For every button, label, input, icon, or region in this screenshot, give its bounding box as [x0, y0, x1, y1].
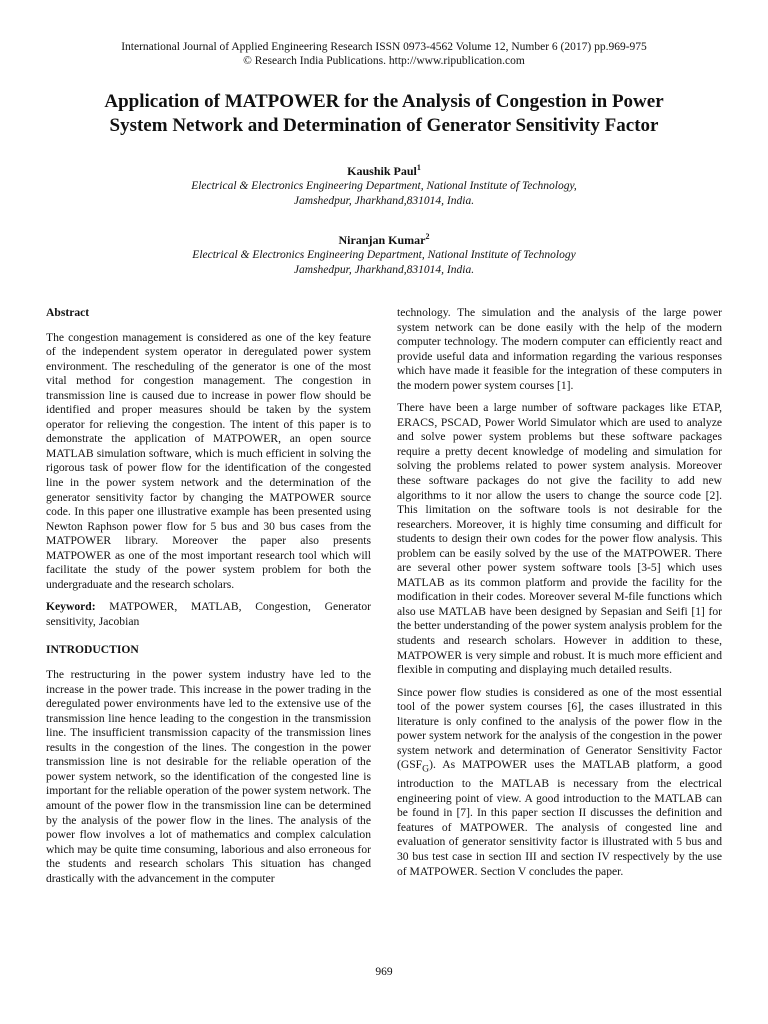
title-line-2: System Network and Determination of Generator Sensitivity Factor	[109, 115, 659, 136]
introduction-paragraph: The restructuring in the power system industry have led to the increase in the power trade. This increase in the power trading in the deregulated power environments have led to the extensive use of the transmission line hence leading to the congestion in the transmission line. The insufficient transmission capacity of the transmission lines results in the congestion of the lines. The congestion in the power transmission line is not desirable for the reliable operation of the power system network, so the identification of the congested line is important for the reliable operation of the power system network. The amount of the power flow in the transmission line can be determined by the analysis of the power flow in the lines. The analysis of the power flow involves a lot of mathematics and complex calculation which may be quite time consuming, laborious and also erroneous for the students and research scholars This situation has changed drastically with the advancement in the computer	[46, 668, 371, 885]
publisher-line: © Research India Publications. http://www.ripublication.com	[243, 55, 525, 67]
journal-header	[0, 40, 768, 68]
keywords	[46, 600, 371, 629]
author-affiliation: Electrical & Electronics Engineering Department, National Institute of Technology	[192, 249, 576, 261]
body-paragraph-2: There have been a large number of software packages like ETAP, ERACS, PSCAD, Power World Simulator which are used to analyze and solve power system problems but these software packages require a pretty decent knowledge of modeling and simulation for solving the problems related to power system analysis. Moreover these software packages do not give the facility to add new algorithms to it nor allow the users to change the source code [2]. This limitation on the software tools is not desirable for the researchers. Moreover, it is highly time consuming and difficult for students to design their own codes for the power flow analysis. This problem can be easily solved by the use of the MATPOWER. There are several other power system software tools [3-5] which uses MATLAB as its common platform and provide the facility for the modification in their codes. Moreover several M-file functions which also use MATLAB have been designed by Sepasian and Seifi [1] for the better understanding of the power system analysis problem for the students and research scholars. However in addition to these, MATPOWER is very simple and robust. It is much more efficient and flexible in computing and displaying much detailed results.	[397, 401, 722, 677]
journal-citation: International Journal of Applied Engineering Research ISSN 0973-4562 Volume 12, Number 6 (2017) pp.969-975	[121, 41, 647, 53]
author-affiliation: Electrical & Electronics Engineering Department, National Institute of Technology,	[191, 180, 577, 192]
author-name: Niranjan Kumar$^2$	[338, 232, 430, 247]
title-line-1: Application of MATPOWER for the Analysis of Congestion in Power	[104, 91, 664, 112]
introduction-heading: INTRODUCTION	[46, 643, 139, 657]
author-block-1	[0, 160, 768, 209]
author-block-2	[0, 229, 768, 278]
left-column	[46, 306, 371, 894]
author-name: Kaushik Paul$^1$	[347, 163, 421, 178]
keywords-text: MATPOWER, MATLAB, Congestion, Generator sensitivity, Jacobian	[46, 600, 371, 628]
abstract-heading: Abstract	[46, 306, 90, 319]
page-number: 969	[375, 966, 393, 978]
body-paragraph-1: technology. The simulation and the analysis of the large power system network can be done easily with the help of the modern computer technology. The modern computer can efficiently react and provide useful data and information regarding the various responses which have made it feasible for the integration of these computers in the modern power system courses [1].	[397, 306, 722, 392]
right-column	[397, 306, 722, 887]
abstract-text: The congestion management is considered as one of the key feature of the independent system operator in deregulated power system environment. The rescheduling of the generator is one of the most vital method for congestion management. The congestion in transmission line is caused due to increase in power flow should be identified and proper measures should be taken by the system operator for relieving the congestion. The intent of this paper is to demonstrate the application of MATPOWER, an open source MATLAB simulation software, which is much efficient in solving the rigorous task of power flow for the identification of the congested line in the power system network and the determination of the generator sensitivity factor by changing the MATPOWER source code. In this paper one illustrative example has been presented using Newton Raphson power flow for 5 bus and 30 bus cases from the MATPOWER library. Moreover the paper also presents MATPOWER as one of the most important research tool which will facilitate the study of the power system problem for both the undergraduate and the research scholars.	[46, 330, 371, 591]
author-address: Jamshedpur, Jharkhand,831014, India.	[293, 195, 475, 207]
author-address: Jamshedpur, Jharkhand,831014, India.	[293, 264, 475, 276]
keywords-label: Keyword:	[46, 600, 96, 614]
author-superscript: 2	[425, 232, 430, 241]
author-superscript: 1	[416, 163, 421, 172]
body-paragraph-3: Since power flow studies is considered as one of the most essential tool of the power system courses [6], the cases illustrated in this literature is only confined to the analysis of the power flow in the power system network for the analysis of the congestion in the power system network and determination of Generator Sensitivity Factor $(GSF_G)$. As MATPOWER uses the MATLAB platform, a good introduction to the MATLAB is necessary from the electrical engineering point of view. A good introduction to the MATLAB can be found in [7]. In this paper section II discusses the definition and features of MATPOWER. The analysis of congested line and evaluation of generator sensitivity factor is illustrated with 5 bus and 30 bus test case in section III and section IV respectively by the use of MATPOWER. Section V concludes the paper.	[397, 685, 722, 878]
paper-title	[60, 90, 708, 138]
subscript-g: G	[422, 763, 430, 775]
